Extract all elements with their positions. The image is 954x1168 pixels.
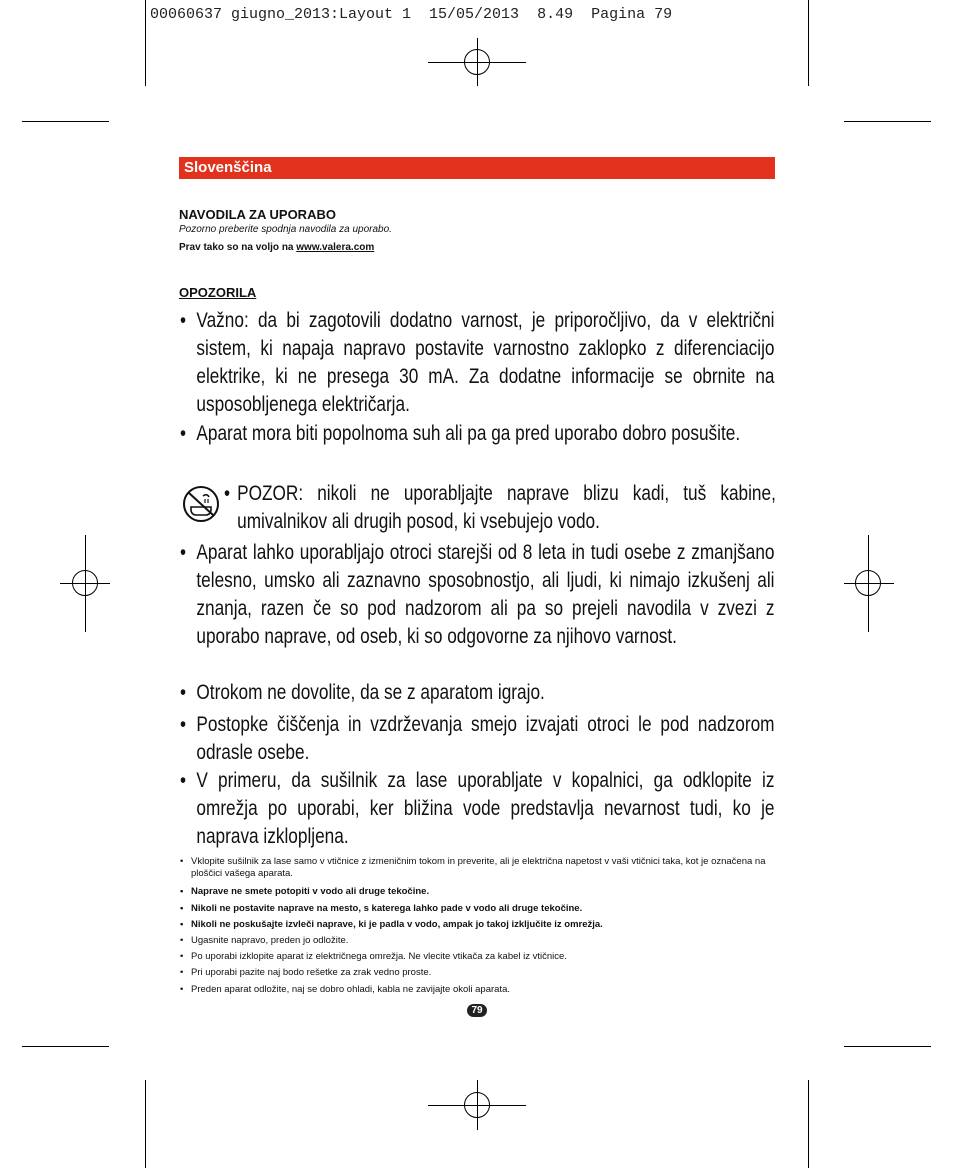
small-list-item: • Naprave ne smete potopiti v vodo ali druge tekočine. — [180, 886, 430, 897]
page-number: 79 — [467, 1004, 487, 1017]
availability-note — [179, 242, 374, 253]
warning-item: • POZOR: nikoli ne uporabljajte naprave blizu kadi, tuš kabine, umivalnikov ali drugih posod, ki vsebujejo vodo. — [224, 482, 776, 533]
warning-item: • V primeru, da sušilnik za lase uporabljate v kopalnici, ga odklopite iz omrežja po uporabi, ker bližina vode predstavlja nevarnost tudi, ko je naprava izklopljena. — [180, 769, 775, 848]
availability-text: Prav tako so na voljo na — [179, 242, 294, 253]
small-list-item: • Preden aparat odložite, naj se dobro ohladi, kabla ne zavijajte okoli aparata. — [180, 984, 510, 995]
warning-item: • Važno: da bi zagotovili dodatno varnost, je priporočljivo, da v električni sistem, ki napaja napravo postavite varnostno zaklopko z diferenciacijo elektrike, ki ne presega 30 mA. Za dodatne informacije se obrnite na usposobljenega električarja. — [180, 309, 775, 416]
small-list-item: • Nikoli ne postavite naprave na mesto, s katerega lahko pade v vodo ali druge tekočine. — [180, 903, 583, 914]
small-list-item: • Ugasnite napravo, preden jo odložite. — [180, 935, 349, 946]
warning-item: • Postopke čiščenja in vzdrževanja smejo izvajati otroci le pod nadzorom odrasle osebe. — [180, 713, 775, 764]
small-list-item: • Nikoli ne poskušajte izvleči naprave, ki je padla v vodo, ampak jo takoj izključite iz omrežja. — [180, 919, 603, 930]
small-list-item: • Po uporabi izklopite aparat iz električnega omrežja. Ne vlecite vtikača za kabel iz vtičnice. — [180, 951, 567, 962]
instructions-subheading: Pozorno preberite spodnja navodila za uporabo. — [179, 224, 392, 235]
section-band — [179, 157, 775, 179]
warnings-title: OPOZORILA — [179, 285, 257, 300]
no-water-bath-icon — [181, 484, 221, 524]
warning-item: • Aparat mora biti popolnoma suh ali pa ga pred uporabo dobro posušite. — [180, 422, 741, 445]
warning-item: • Otrokom ne dovolite, da se z aparatom igrajo. — [180, 681, 545, 704]
instructions-heading: NAVODILA ZA UPORABO — [179, 207, 336, 222]
website-link[interactable]: www.valera.com — [296, 242, 375, 253]
print-slug: 00060637 giugno_2013:Layout 1 15/05/2013 8.49 Pagina 79 — [150, 6, 673, 23]
warning-item: • Aparat lahko uporabljajo otroci starejši od 8 leta in tudi osebe z zmanjšano telesno, umsko ali zaznavno sposobnostjo, ali ljudi, ki nimajo izkušenj ali znanja, razen če so pod nadzorom ali pa so prejeli navodila v zvezi z uporabo naprave, od oseb, ki so odgovorne za njihovo varnost. — [180, 541, 775, 648]
small-list-item: • Vklopite sušilnik za lase samo v vtičnice z izmeničnim tokom in preverite, ali je električna napetost v vaši vtičnici taka, kot je označena na ploščici vašega aparata. — [180, 856, 766, 879]
small-list-item: • Pri uporabi pazite naj bodo rešetke za zrak vedno proste. — [180, 967, 432, 978]
section-title: Slovenščina — [184, 159, 272, 176]
